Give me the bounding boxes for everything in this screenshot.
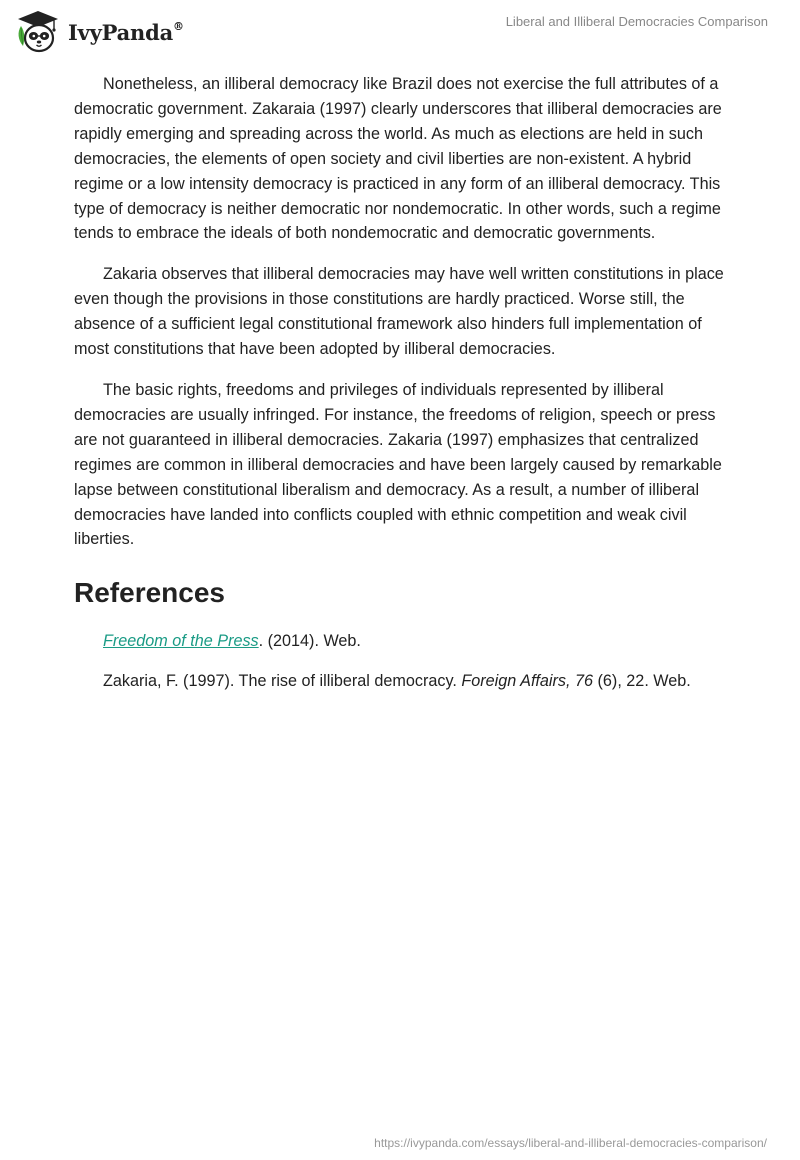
panda-mortarboard-icon	[14, 8, 62, 56]
reference-item	[103, 629, 730, 653]
page-header	[0, 0, 800, 60]
reference-journal: Foreign Affairs, 76	[461, 672, 594, 691]
body-paragraph-2: Zakaria observes that illiberal democracies may have well written constitutions in place even though the provisions in those constitutions are hardly practiced. Worse still, the absence of a sufficient legal constitutional framework also hinders full implementation of most constitutions that have been adopted by illiberal democracies.	[74, 265, 724, 359]
body-paragraph-1: Nonetheless, an illiberal democracy like Brazil does not exercise the full attributes of a democratic government. Zakaraia (1997) clearly underscores that illiberal democracies are rapidly emerging and spreading across the world. As much as elections are held in such democracies, the elements of open society and civil liberties are non-existent. A hybrid regime or a low intensity democracy is practiced in any form of an illiberal democracy. This type of democracy is neither democratic nor nondemocratic. In other words, such a regime tends to embrace the ideals of both nondemocratic and democratic governments.	[74, 75, 722, 243]
essay-content	[74, 72, 730, 709]
registered-mark: ®	[173, 19, 184, 33]
ivypanda-logo[interactable]	[14, 8, 184, 56]
reference-author-title: Zakaria, F. (1997). The rise of illiberal democracy.	[103, 672, 462, 691]
reference-link-freedom-of-the-press[interactable]: Freedom of the Press	[103, 632, 259, 651]
footer-url[interactable]: https://ivypanda.com/essays/liberal-and-illiberal-democracies-comparison/	[374, 1136, 767, 1150]
reference-item	[103, 669, 730, 693]
brand-name: IvyPanda®	[68, 19, 184, 45]
references-heading: References	[74, 577, 225, 609]
reference-issue: (6), 22. Web.	[593, 672, 691, 691]
document-title: Liberal and Illiberal Democracies Comparison	[505, 14, 768, 29]
body-paragraph-3: The basic rights, freedoms and privileges of individuals represented by illiberal democracies are usually infringed. For instance, the freedoms of religion, speech or press are not guaranteed in illiberal democracies. Zakaria (1997) emphasizes that centralized regimes are common in illiberal democracies and have been largely caused by remarkable lapse between constitutional liberalism and democracy. As a result, a number of illiberal democracies have landed into conflicts coupled with ethnic competition and weak civil liberties.	[74, 380, 722, 549]
reference-rest: . (2014). Web.	[258, 632, 361, 651]
